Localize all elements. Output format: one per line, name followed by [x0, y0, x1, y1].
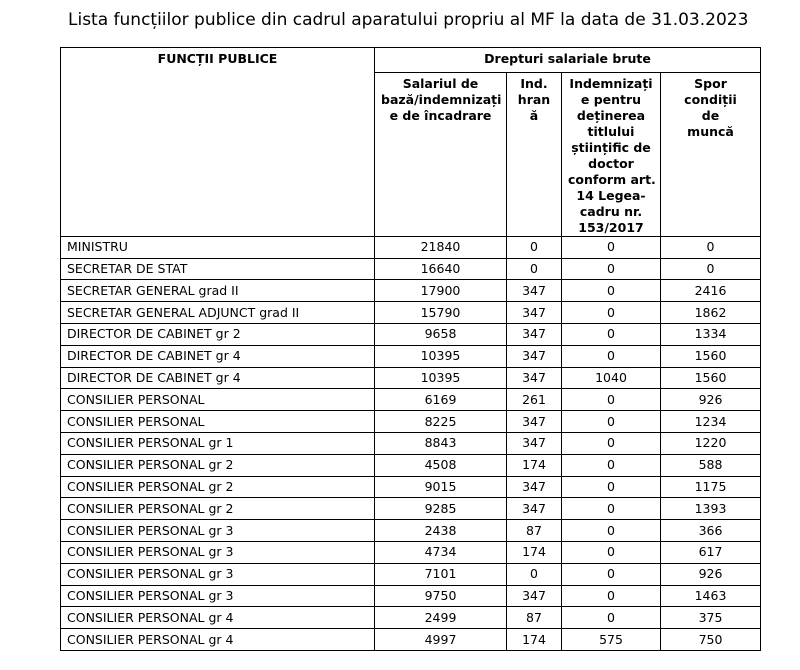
cell-indemnizatie-doctor: 0	[562, 541, 661, 563]
header-line: titlului	[587, 123, 635, 139]
cell-spor-conditii: 375	[661, 607, 761, 629]
cell-indemnizatie-hrana: 87	[507, 520, 562, 542]
header-line: e pentru	[580, 91, 642, 107]
cell-indemnizatie-doctor: 1040	[562, 367, 661, 389]
header-drepturi-salariale: Drepturi salariale brute	[375, 48, 761, 73]
cell-spor-conditii: 1393	[661, 498, 761, 520]
cell-indemnizatie-doctor: 0	[562, 607, 661, 629]
cell-indemnizatie-hrana: 0	[507, 236, 562, 258]
cell-indemnizatie-doctor: 0	[562, 432, 661, 454]
cell-spor-conditii: 366	[661, 520, 761, 542]
cell-salariu-baza: 21840	[375, 236, 507, 258]
cell-indemnizatie-hrana: 347	[507, 367, 562, 389]
cell-indemnizatie-hrana: 347	[507, 323, 562, 345]
cell-spor-conditii: 1334	[661, 323, 761, 345]
cell-spor-conditii: 926	[661, 563, 761, 585]
cell-salariu-baza: 6169	[375, 389, 507, 411]
cell-functie: SECRETAR DE STAT	[61, 258, 375, 280]
header-functii-publice: FUNCȚII PUBLICE	[61, 48, 375, 237]
header-line: Indemnizați	[569, 75, 653, 91]
cell-indemnizatie-hrana: 347	[507, 280, 562, 302]
cell-indemnizatie-doctor: 0	[562, 302, 661, 324]
header-line: Spor	[694, 75, 727, 91]
cell-salariu-baza: 15790	[375, 302, 507, 324]
cell-spor-conditii: 0	[661, 236, 761, 258]
cell-functie: CONSILIER PERSONAL gr 3	[61, 520, 375, 542]
cell-spor-conditii: 0	[661, 258, 761, 280]
cell-indemnizatie-doctor: 0	[562, 280, 661, 302]
cell-indemnizatie-hrana: 261	[507, 389, 562, 411]
table-row	[61, 389, 761, 411]
header-line: deținerea	[576, 107, 646, 123]
cell-functie: DIRECTOR DE CABINET gr 2	[61, 323, 375, 345]
cell-indemnizatie-doctor: 0	[562, 476, 661, 498]
cell-spor-conditii: 1560	[661, 345, 761, 367]
cell-salariu-baza: 9015	[375, 476, 507, 498]
cell-spor-conditii: 588	[661, 454, 761, 476]
cell-functie: DIRECTOR DE CABINET gr 4	[61, 367, 375, 389]
cell-functie: CONSILIER PERSONAL gr 2	[61, 454, 375, 476]
cell-indemnizatie-doctor: 0	[562, 411, 661, 433]
cell-indemnizatie-hrana: 174	[507, 454, 562, 476]
cell-indemnizatie-hrana: 347	[507, 345, 562, 367]
cell-indemnizatie-doctor: 0	[562, 585, 661, 607]
table-row	[61, 345, 761, 367]
header-indemnizatie-hrana	[507, 72, 562, 236]
header-line: bază/indemnizați	[381, 91, 502, 107]
table-row	[61, 432, 761, 454]
table-row	[61, 258, 761, 280]
table-row	[61, 454, 761, 476]
cell-salariu-baza: 8843	[375, 432, 507, 454]
table-row	[61, 236, 761, 258]
cell-indemnizatie-hrana: 174	[507, 541, 562, 563]
table-row	[61, 476, 761, 498]
cell-salariu-baza: 7101	[375, 563, 507, 585]
table-row	[61, 323, 761, 345]
cell-indemnizatie-hrana: 174	[507, 629, 562, 651]
header-line: hran	[517, 91, 551, 107]
cell-indemnizatie-doctor: 0	[562, 236, 661, 258]
cell-spor-conditii: 926	[661, 389, 761, 411]
cell-indemnizatie-doctor: 0	[562, 520, 661, 542]
cell-spor-conditii: 1560	[661, 367, 761, 389]
cell-functie: SECRETAR GENERAL ADJUNCT grad II	[61, 302, 375, 324]
header-spor-conditii	[661, 72, 761, 236]
cell-functie: CONSILIER PERSONAL gr 3	[61, 585, 375, 607]
cell-salariu-baza: 2438	[375, 520, 507, 542]
cell-indemnizatie-doctor: 0	[562, 345, 661, 367]
header-line: științific de	[571, 139, 651, 155]
cell-functie: CONSILIER PERSONAL gr 3	[61, 563, 375, 585]
header-line: e de încadrare	[389, 107, 492, 123]
cell-functie: CONSILIER PERSONAL gr 4	[61, 629, 375, 651]
header-line: ă	[529, 107, 539, 123]
cell-functie: SECRETAR GENERAL grad II	[61, 280, 375, 302]
cell-spor-conditii: 1234	[661, 411, 761, 433]
cell-salariu-baza: 17900	[375, 280, 507, 302]
header-indemnizatie-doctor	[562, 72, 661, 236]
cell-indemnizatie-doctor: 0	[562, 563, 661, 585]
cell-indemnizatie-hrana: 347	[507, 411, 562, 433]
cell-indemnizatie-doctor: 0	[562, 498, 661, 520]
cell-functie: CONSILIER PERSONAL gr 2	[61, 498, 375, 520]
cell-salariu-baza: 9750	[375, 585, 507, 607]
header-line: de	[701, 107, 720, 123]
cell-functie: CONSILIER PERSONAL gr 1	[61, 432, 375, 454]
table-row	[61, 629, 761, 651]
page-title: Lista funcțiilor publice din cadrul aparatului propriu al MF la data de 31.03.2023	[68, 10, 749, 30]
cell-indemnizatie-hrana: 347	[507, 498, 562, 520]
table-row	[61, 520, 761, 542]
cell-salariu-baza: 4734	[375, 541, 507, 563]
header-line: 153/2017	[578, 219, 644, 235]
header-line: cadru nr.	[579, 203, 643, 219]
cell-spor-conditii: 1220	[661, 432, 761, 454]
header-line: conform art.	[568, 171, 656, 187]
cell-salariu-baza: 8225	[375, 411, 507, 433]
cell-functie: DIRECTOR DE CABINET gr 4	[61, 345, 375, 367]
cell-indemnizatie-hrana: 87	[507, 607, 562, 629]
table-row	[61, 585, 761, 607]
cell-spor-conditii: 617	[661, 541, 761, 563]
cell-salariu-baza: 10395	[375, 345, 507, 367]
table-row	[61, 367, 761, 389]
cell-functie: CONSILIER PERSONAL	[61, 389, 375, 411]
cell-indemnizatie-hrana: 347	[507, 432, 562, 454]
cell-functie: CONSILIER PERSONAL gr 2	[61, 476, 375, 498]
cell-indemnizatie-doctor: 0	[562, 258, 661, 280]
cell-indemnizatie-hrana: 0	[507, 258, 562, 280]
cell-spor-conditii: 2416	[661, 280, 761, 302]
cell-indemnizatie-doctor: 0	[562, 323, 661, 345]
cell-spor-conditii: 750	[661, 629, 761, 651]
cell-salariu-baza: 4997	[375, 629, 507, 651]
table-row	[61, 302, 761, 324]
cell-salariu-baza: 10395	[375, 367, 507, 389]
cell-indemnizatie-doctor: 575	[562, 629, 661, 651]
cell-functie: CONSILIER PERSONAL gr 3	[61, 541, 375, 563]
table-row	[61, 411, 761, 433]
cell-salariu-baza: 9658	[375, 323, 507, 345]
cell-functie: MINISTRU	[61, 236, 375, 258]
cell-salariu-baza: 16640	[375, 258, 507, 280]
cell-spor-conditii: 1463	[661, 585, 761, 607]
header-line: muncă	[687, 123, 734, 139]
table-row	[61, 498, 761, 520]
header-line: Ind.	[520, 75, 548, 91]
cell-indemnizatie-hrana: 347	[507, 476, 562, 498]
cell-functie: CONSILIER PERSONAL	[61, 411, 375, 433]
cell-salariu-baza: 4508	[375, 454, 507, 476]
salary-table	[60, 47, 761, 651]
cell-spor-conditii: 1862	[661, 302, 761, 324]
table-body	[61, 236, 761, 650]
cell-indemnizatie-hrana: 347	[507, 585, 562, 607]
header-line: Salariul de	[402, 75, 479, 91]
cell-indemnizatie-hrana: 347	[507, 302, 562, 324]
table-row	[61, 541, 761, 563]
cell-salariu-baza: 2499	[375, 607, 507, 629]
cell-functie: CONSILIER PERSONAL gr 4	[61, 607, 375, 629]
cell-indemnizatie-doctor: 0	[562, 454, 661, 476]
header-salariu-baza	[375, 72, 507, 236]
header-line: doctor	[588, 155, 634, 171]
cell-indemnizatie-hrana: 0	[507, 563, 562, 585]
table-row	[61, 607, 761, 629]
header-line: 14 Legea-	[576, 187, 646, 203]
header-line: condiții	[684, 91, 737, 107]
table-row	[61, 563, 761, 585]
cell-spor-conditii: 1175	[661, 476, 761, 498]
table-row	[61, 280, 761, 302]
cell-indemnizatie-doctor: 0	[562, 389, 661, 411]
cell-salariu-baza: 9285	[375, 498, 507, 520]
